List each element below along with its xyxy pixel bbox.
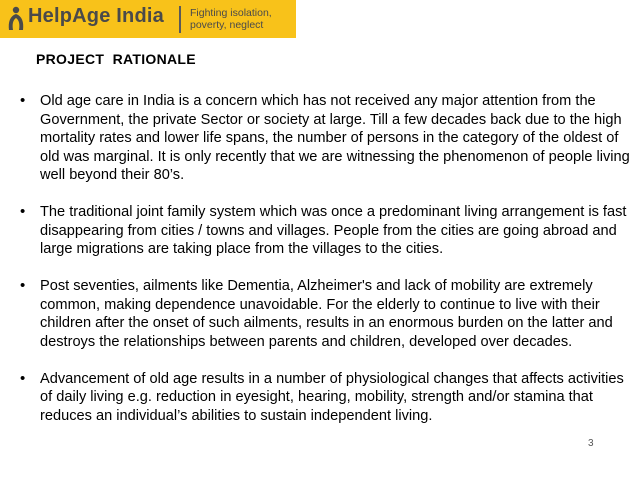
bullet-item: [20, 370, 630, 426]
bullet-point-icon: •: [20, 203, 26, 220]
bullet-text: The traditional joint family system which was once a predominant living arrangement is fast disappearing from cities / towns and villages. People from the cities are going abroad and large migrations are taking place from the villages to the cities.: [40, 204, 627, 257]
bullet-item: [20, 277, 630, 351]
tagline-line-1: Fighting isolation,: [190, 7, 272, 19]
helpage-logo-icon: [4, 6, 28, 32]
bullet-point-icon: •: [20, 92, 26, 109]
bullet-list: [20, 92, 630, 444]
bullet-text: Old age care in India is a concern which has not received any major attention from the Government, the private Sector or society at large. Till a few decades back due to the high mortality rates and lower life spans, the number of persons in the category of the oldest of old was marginal. It is only recently that we are witnessing the phenomenon of people living well beyond their 80’s.: [40, 93, 630, 183]
bullet-item: [20, 203, 630, 259]
logo-name: HelpAge India: [28, 5, 164, 27]
bullet-text: Advancement of old age results in a number of physiological changes that affects activities of daily living e.g. reduction in eyesight, hearing, mobility, strength and/or stamina that reduces an individual’s abilities to sustain independent living.: [40, 370, 624, 424]
tagline-line-2: poverty, neglect: [190, 19, 264, 31]
bullet-text: Post seventies, ailments like Dementia, Alzheimer's and lack of mobility are extremely common, making dependence unavoidable. For the elderly to continue to live with their children after the onset of such ailments, results in an enormous burden on the latter and destroys the relationships between parents and children, developed over decades.: [40, 278, 613, 350]
helpage-logo-banner: [0, 0, 296, 38]
bullet-item: [20, 92, 630, 185]
page-number: 3: [588, 438, 594, 449]
slide-title: PROJECT RATIONALE: [36, 51, 196, 67]
logo-tagline: [190, 7, 294, 31]
bullet-point-icon: •: [20, 369, 26, 387]
bullet-point-icon: •: [20, 277, 26, 294]
logo-divider: [179, 6, 181, 33]
